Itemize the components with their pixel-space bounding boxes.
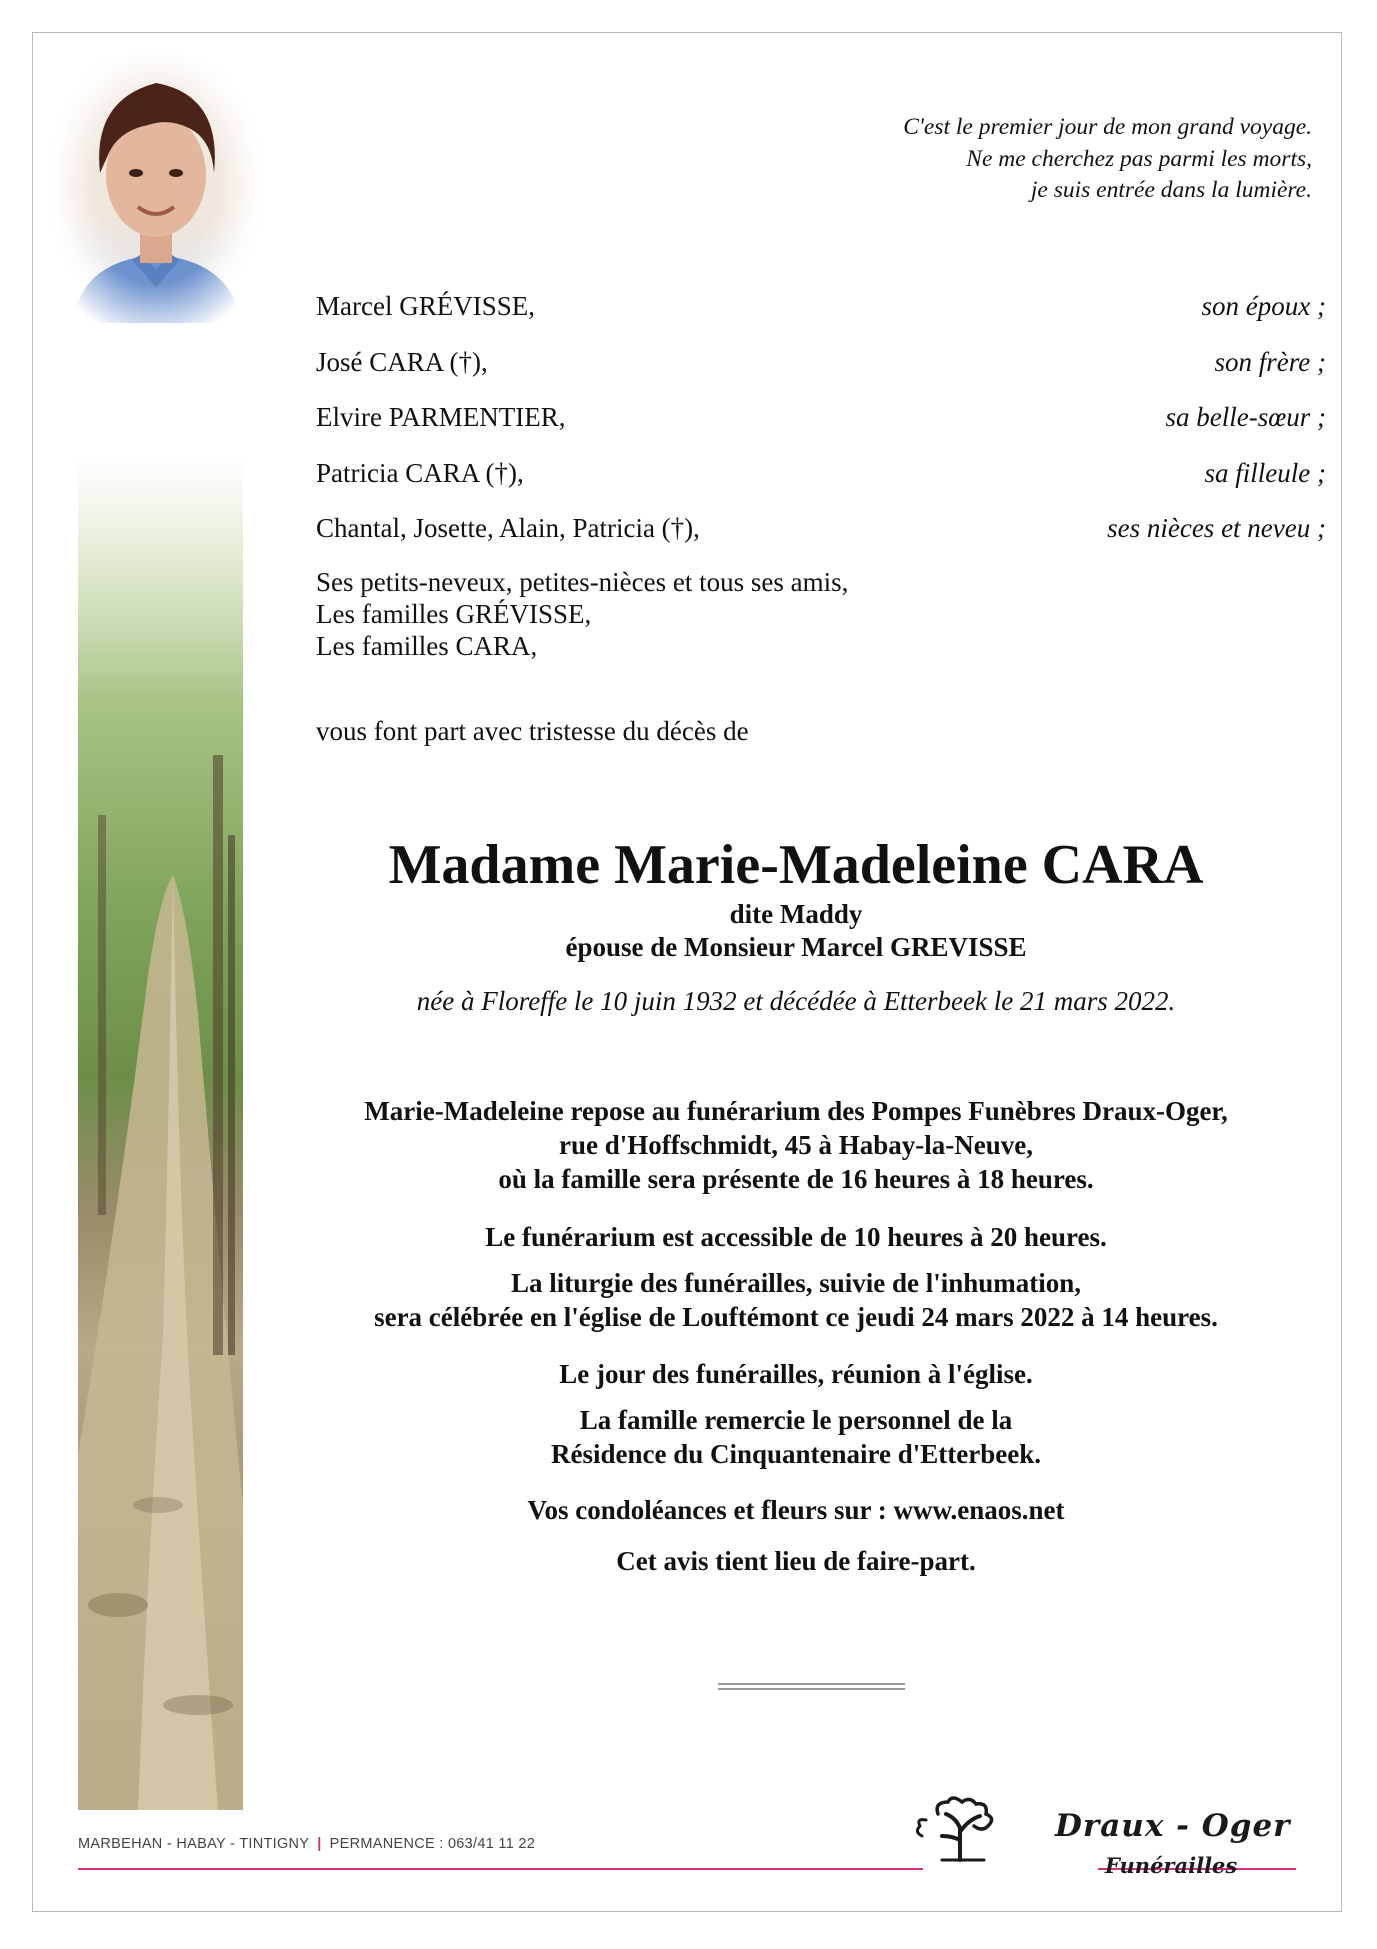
- info-hours: [250, 1220, 1342, 1254]
- announcement-intro: vous font part avec tristesse du décès de: [316, 716, 749, 746]
- poem: [903, 112, 1312, 207]
- extra-family-line: Les familles CARA,: [316, 631, 538, 661]
- info-line: La famille remercie le personnel de la: [579, 1405, 1013, 1435]
- info-line: rue d'Hoffschmidt, 45 à Habay-la-Neuve,: [559, 1130, 1033, 1160]
- info-faire-part: [250, 1544, 1342, 1578]
- family-name: Elvire PARMENTIER,: [316, 402, 566, 432]
- info-line: Résidence du Cinquantenaire d'Etterbeek.: [550, 1439, 1042, 1469]
- portrait-photo: [52, 55, 260, 323]
- info-line: Cet avis tient lieu de faire-part.: [616, 1546, 976, 1576]
- footer-accent-line: [78, 1868, 923, 1870]
- info-meeting: [250, 1357, 1342, 1391]
- extra-family: [316, 566, 848, 662]
- info-condolences: [250, 1493, 1342, 1527]
- info-repose: [250, 1094, 1342, 1196]
- brand-subtitle: Funérailles: [1105, 1853, 1238, 1878]
- info-thanks: [250, 1403, 1342, 1471]
- family-row: [316, 399, 1326, 435]
- info-line: sera célébrée en l'église de Louftémont ce jeudi 24 mars 2022 à 14 heures.: [374, 1302, 1218, 1332]
- poem-line: je suis entrée dans la lumière.: [1030, 177, 1312, 203]
- forest-illustration: [78, 455, 243, 1810]
- info-liturgy: [250, 1266, 1342, 1334]
- deceased-name: Madame Marie-Madeleine CARA: [388, 834, 1204, 896]
- family-row: [316, 344, 1326, 380]
- deceased-dates: née à Floreffe le 10 juin 1932 et décédée à Etterbeek le 21 mars 2022.: [416, 986, 1176, 1016]
- poem-line: C'est le premier jour de mon grand voyage.: [903, 114, 1312, 140]
- tree-logo-icon: [912, 1796, 1012, 1862]
- deceased-nickname: dite Maddy: [729, 899, 863, 929]
- info-line: Le jour des funérailles, réunion à l'église.: [559, 1359, 1033, 1389]
- family-row: [316, 510, 1326, 546]
- info-line: Le funérarium est accessible de 10 heures à 20 heures.: [485, 1222, 1107, 1252]
- deceased-spouse: épouse de Monsieur Marcel GREVISSE: [565, 932, 1027, 962]
- family-name: Patricia CARA (†),: [316, 458, 524, 488]
- forest-path-image: [78, 455, 243, 1810]
- family-row: [316, 288, 1326, 324]
- info-line: où la famille sera présente de 16 heures à 18 heures.: [498, 1164, 1094, 1194]
- footer-separator: |: [317, 1836, 322, 1852]
- info-line: La liturgie des funérailles, suivie de l'inhumation,: [510, 1268, 1082, 1298]
- poem-line: Ne me cherchez pas parmi les morts,: [966, 145, 1312, 172]
- condolences-text: Vos condoléances et fleurs sur : www.enaos.net: [527, 1495, 1065, 1525]
- family-relation: sa belle-sœur ;: [1165, 402, 1326, 432]
- brand-name: Draux - Oger: [1055, 1808, 1291, 1844]
- divider: [718, 1683, 905, 1690]
- family-name: Chantal, Josette, Alain, Patricia (†),: [316, 513, 700, 543]
- family-relation: son époux ;: [1201, 291, 1326, 321]
- extra-family-line: Les familles GRÉVISSE,: [316, 599, 592, 629]
- footer-contact: [78, 1836, 535, 1852]
- family-relation: son frère ;: [1214, 347, 1326, 377]
- footer-permanence: PERMANENCE : 063/41 11 22: [329, 1836, 536, 1852]
- family-relation: sa filleule ;: [1204, 458, 1326, 488]
- family-name: José CARA (†),: [316, 347, 488, 377]
- info-line: Marie-Madeleine repose au funérarium des Pompes Funèbres Draux-Oger,: [364, 1096, 1228, 1126]
- footer-locations: MARBEHAN - HABAY - TINTIGNY: [78, 1836, 310, 1852]
- family-name: Marcel GRÉVISSE,: [316, 291, 535, 321]
- family-row: [316, 455, 1326, 491]
- family-relation: ses nièces et neveu ;: [1107, 513, 1326, 543]
- portrait-illustration: [52, 55, 260, 323]
- extra-family-line: Ses petits-neveux, petites-nièces et tous ses amis,: [316, 567, 849, 597]
